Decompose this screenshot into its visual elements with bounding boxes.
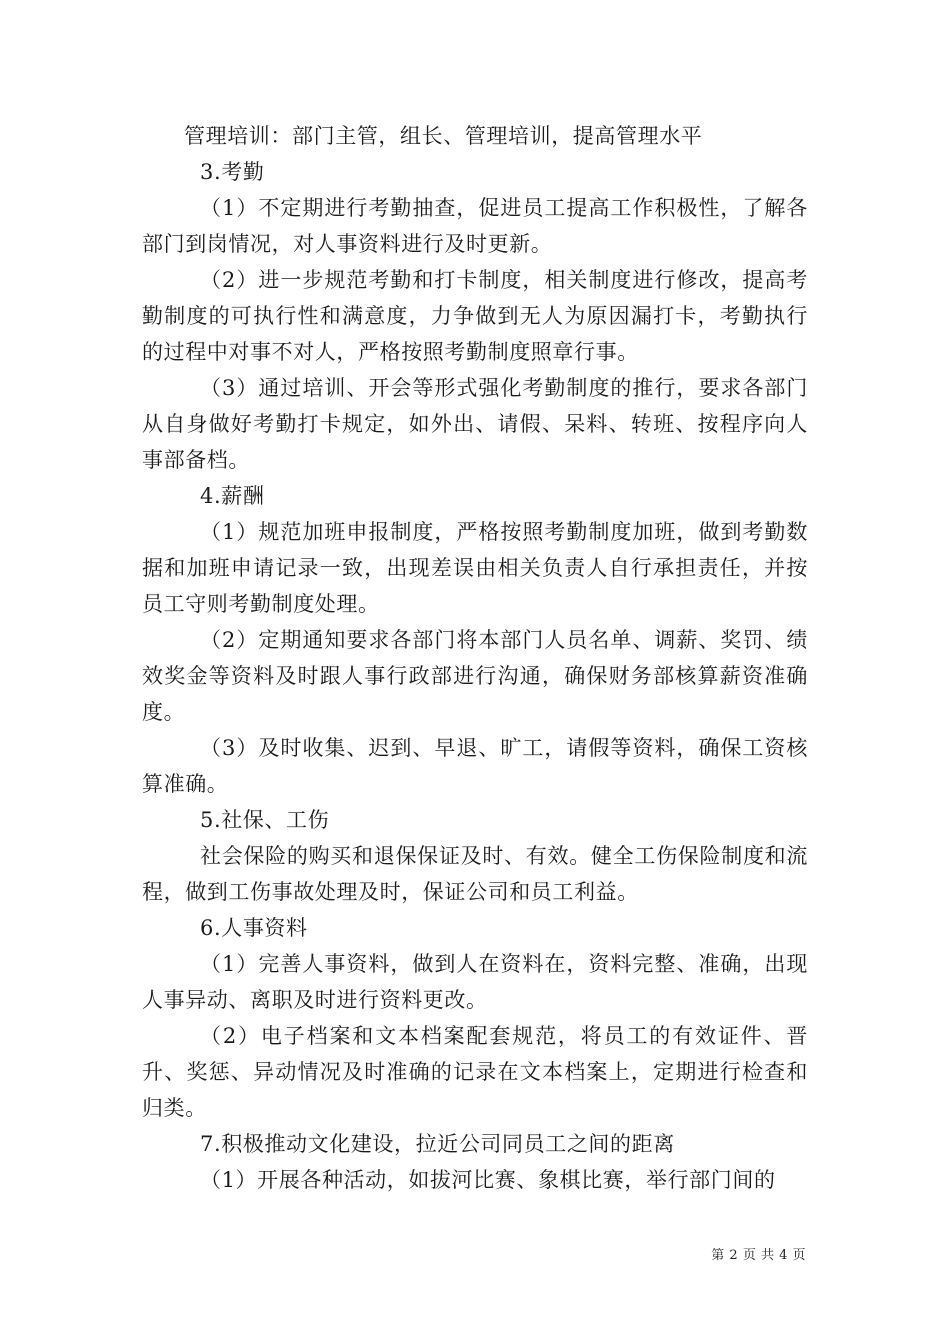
paragraph-personnel-files-1: （1）完善人事资料，做到人在资料在，资料完整、准确，出现人事异动、离职及时进行资料更改。 — [142, 952, 808, 1012]
heading-culture: 7.积极推动文化建设，拉近公司同员工之间的距离 — [200, 1132, 675, 1156]
paragraph-salary-2: （2）定期通知要求各部门将本部门人员名单、调薪、奖罚、绩效奖金等资料及时跟人事行政部进行沟通，确保财务部核算薪资准确度。 — [142, 628, 808, 724]
paragraph-attendance-2: （2）进一步规范考勤和打卡制度，相关制度进行修改，提高考勤制度的可执行性和满意度，力争做到无人为原因漏打卡，考勤执行的过程中对事不对人，严格按照考勤制度照章行事。 — [142, 268, 808, 364]
paragraph-attendance-1: （1）不定期进行考勤抽查，促进员工提高工作积极性，了解各部门到岗情况，对人事资料进行及时更新。 — [142, 196, 808, 256]
paragraph-salary-3: （3）及时收集、迟到、早退、旷工，请假等资料，确保工资核算准确。 — [142, 736, 808, 796]
paragraph-culture-1: （1）开展各种活动，如拔河比赛、象棋比赛，举行部门间的 — [200, 1168, 776, 1192]
paragraph-attendance-3: （3）通过培训、开会等形式强化考勤制度的推行，要求各部门从自身做好考勤打卡规定，如外出、请假、呆料、转班、按程序向人事部备档。 — [142, 376, 808, 472]
paragraph-management-training: 管理培训：部门主管，组长、管理培训，提高管理水平 — [184, 124, 703, 148]
paragraph-social-insurance: 社会保险的购买和退保保证及时、有效。健全工伤保险制度和流程，做到工伤事故处理及时，保证公司和员工利益。 — [142, 844, 808, 904]
heading-social-insurance: 5.社保、工伤 — [200, 808, 330, 832]
paragraph-salary-1: （1）规范加班申报制度，严格按照考勤制度加班，做到考勤数据和加班申请记录一致，出现差误由相关负责人自行承担责任，并按员工守则考勤制度处理。 — [142, 520, 808, 616]
heading-attendance: 3.考勤 — [200, 160, 265, 184]
heading-personnel-files: 6.人事资料 — [200, 916, 308, 940]
heading-salary: 4.薪酬 — [200, 484, 265, 508]
page-number: 第 2 页 共 4 页 — [711, 1248, 806, 1263]
paragraph-personnel-files-2: （2）电子档案和文本档案配套规范，将员工的有效证件、晋升、奖惩、异动情况及时准确的记录在文本档案上，定期进行检查和归类。 — [142, 1024, 808, 1120]
document-body — [142, 118, 808, 1198]
